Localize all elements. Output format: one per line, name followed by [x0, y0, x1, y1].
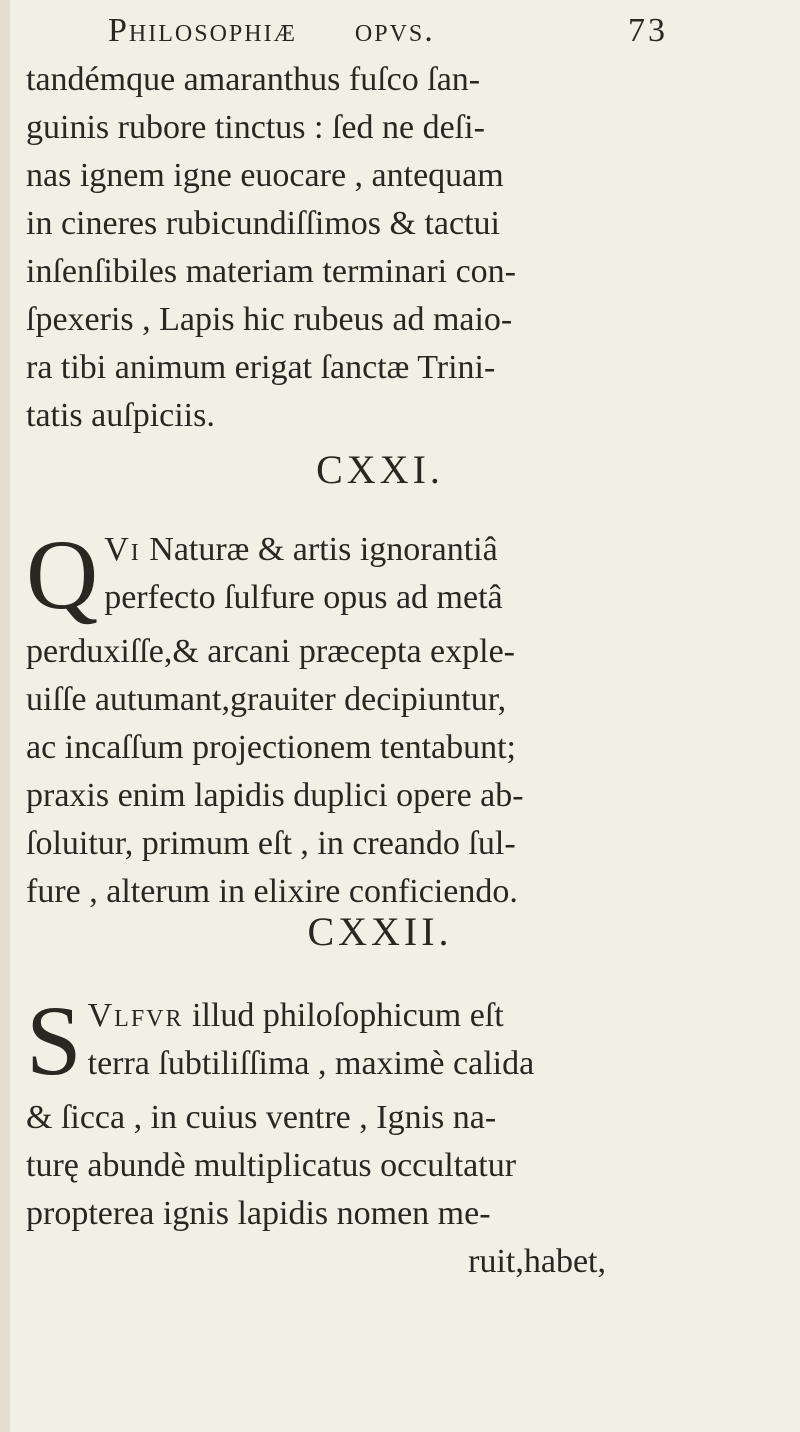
text-line: praxis enim lapidis duplici opere ab- — [26, 777, 524, 814]
paragraph-continuation — [26, 56, 626, 440]
text-line: fure , alterum in elixire conficiendo. — [26, 873, 518, 910]
lead-line-rest: illud philoſophicum eſt — [183, 997, 504, 1034]
page-gutter — [0, 0, 10, 1432]
lead-word: Vlfvr — [87, 997, 184, 1034]
text-line: propterea ignis lapidis nomen me- — [26, 1195, 491, 1232]
drop-capital: S — [26, 985, 82, 1096]
text-line — [104, 526, 502, 574]
text-line: ſpexeris , Lapis hic rubeus ad maio- — [26, 301, 513, 338]
text-line: perfecto ſulfure opus ad metâ — [104, 579, 503, 616]
text-line: in cineres rubicundiſſimos & tactui — [26, 205, 501, 242]
section-heading-cxxi: CXXI. — [316, 447, 444, 492]
text-line: terra ſubtiliſſima , maximè calida — [87, 1045, 535, 1082]
text-line: ac incaſſum projectionem tentabunt; — [26, 729, 516, 766]
text-line: tandémque amaranthus fuſco ſan- — [26, 61, 481, 98]
section-cxxii-body — [26, 985, 626, 1286]
running-head-opus: opvs. — [354, 12, 435, 49]
text-line: & ſicca , in cuius ventre , Ignis na- — [26, 1099, 497, 1136]
text-line: nas ignem igne euocare , antequam — [26, 157, 504, 194]
text-line: ſoluitur, primum eſt , in creando ſul- — [26, 825, 516, 862]
text-line: uiſſe autumant,grauiter decipiuntur, — [26, 681, 507, 718]
section-heading-cxxii: CXXII. — [307, 909, 453, 954]
lead-word: Vi — [104, 531, 141, 568]
drop-capital: Q — [26, 519, 99, 630]
running-head-title: Philosophiæ — [108, 12, 297, 49]
text-line: turę abundè multiplicatus occultatur — [26, 1147, 517, 1184]
lead-line-rest: Naturæ & artis ignorantiâ — [140, 531, 498, 568]
text-line — [88, 992, 535, 1040]
text-line: ra tibi animum erigat ſanctæ Trini- — [26, 349, 496, 386]
running-head — [108, 12, 668, 50]
section-cxxi-body — [26, 519, 626, 916]
text-line: tatis auſpiciis. — [26, 397, 215, 434]
dropcap-block — [26, 985, 626, 1096]
text-line: guinis rubore tinctus : ſed ne deſi- — [26, 109, 485, 146]
catchword: ruit,habet, — [468, 1243, 606, 1280]
page-number: 73 — [628, 12, 668, 49]
dropcap-block — [26, 519, 626, 630]
text-line: perduxiſſe,& arcani præcepta exple- — [26, 633, 515, 670]
text-line: inſenſibiles materiam terminari con- — [26, 253, 516, 290]
